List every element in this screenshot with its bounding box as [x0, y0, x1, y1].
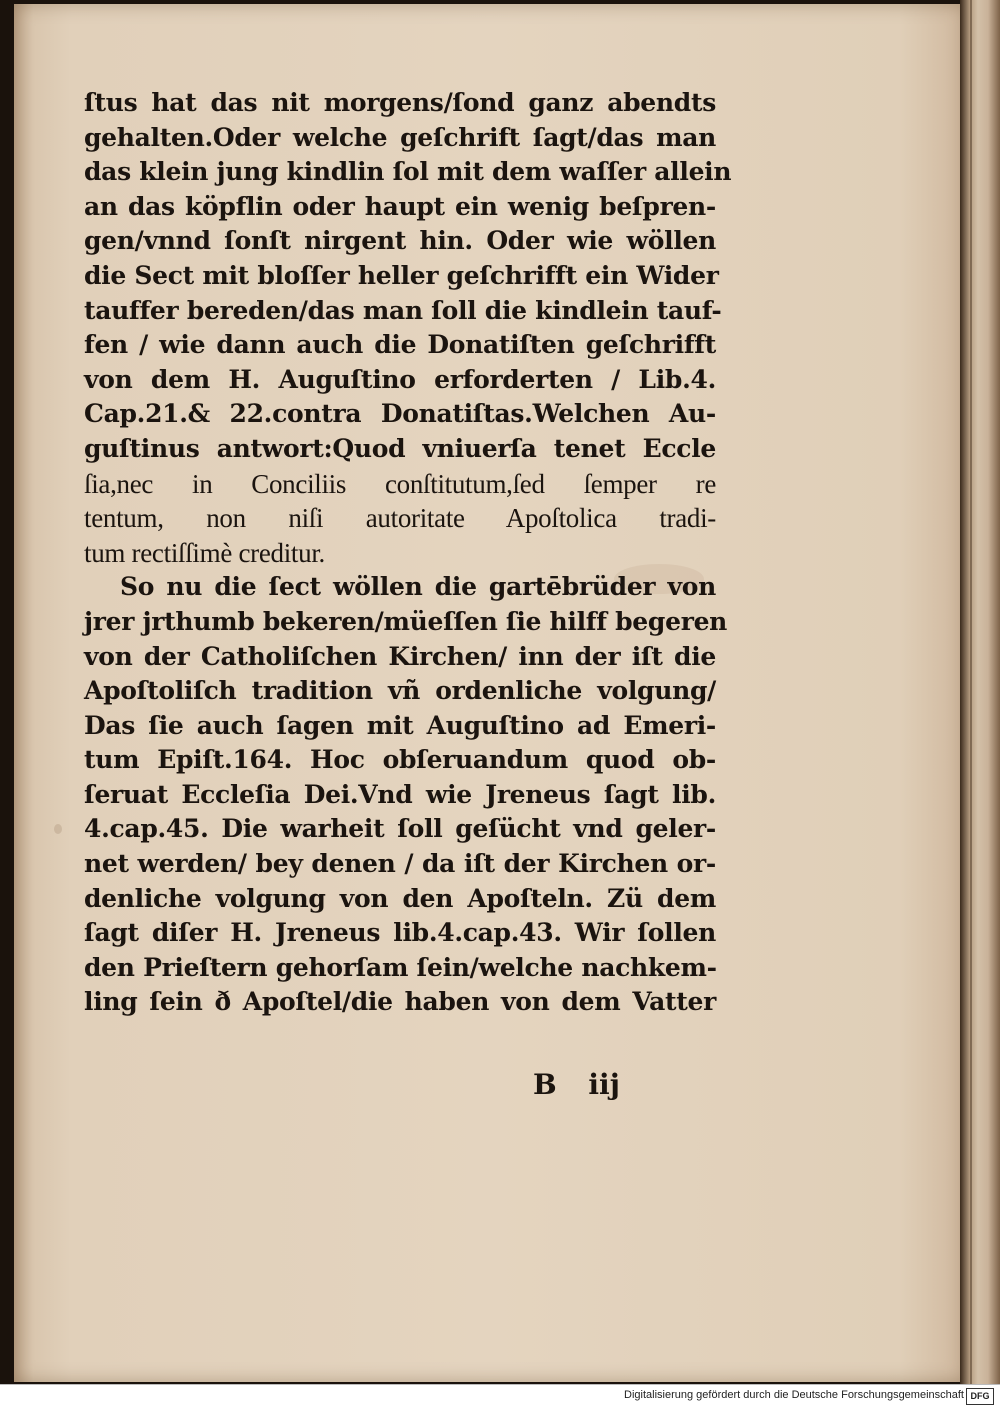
- text-line: fen / wie dann auch die Donatiſten geſchrifft: [84, 330, 716, 360]
- footer-bar: [0, 1384, 1000, 1407]
- text-line: ſtus hat das nit morgens/ſond ganz abendts: [84, 88, 716, 117]
- text-line: net werden/ bey denen / da iſt der Kirchen or-: [84, 849, 716, 879]
- text-line: 4.cap.45. Die warheit ſoll geſücht vnd geler-: [84, 814, 716, 844]
- text-line: gehalten.Oder welche geſchrift ſagt/das man: [84, 122, 716, 152]
- text-line: tum Epiſt.164. Hoc obſeruandum quod ob-: [84, 745, 716, 775]
- text-line: tentum, non niſi autoritate Apoſtolica tradi-: [84, 503, 716, 534]
- text-line: jrer jrthumb bekeren/müeſſen ſie hilff begeren: [84, 606, 728, 636]
- text-line: ſeruat Eccleſia Dei.Vnd wie Jreneus ſagt lib.: [84, 779, 716, 809]
- text-block: [84, 86, 732, 1020]
- page-edge: [960, 0, 1000, 1384]
- text-line: tum rectiſſimè creditur.: [84, 537, 325, 568]
- text-line: ſia,nec in Conciliis conſtitutum,ſed ſemper re: [84, 468, 716, 499]
- text-line: den Prieſtern gehorſam ſein/welche nachkem-: [84, 952, 717, 982]
- text-line: das klein jung kindlin ſol mit dem waſſer allein: [84, 157, 732, 187]
- text-line: von der Catholiſchen Kirchen/ inn der iſt die: [84, 641, 716, 671]
- text-line: Das ſie auch ſagen mit Auguſtino ad Emeri-: [84, 710, 716, 740]
- text-line: die Sect mit bloſſer heller geſchrifft ein Wider: [84, 260, 719, 290]
- text-line: tauffer bereden/das man ſoll die kindlein tauf-: [84, 295, 722, 325]
- text-line: ling ſein ð Apoſtel/die haben von dem Vatter: [84, 987, 716, 1017]
- text-line: Cap.21.& 22.contra Donatiſtas.Welchen Au-: [84, 399, 716, 429]
- text-line: Apoſtoliſch tradition vñ ordenliche volgung/: [84, 676, 716, 706]
- text-line: an das köpflin oder haupt ein wenig beſpren-: [84, 191, 716, 221]
- text-line: von dem H. Auguſtino erforderten / Lib.4.: [84, 364, 716, 394]
- text-line: denliche volgung von den Apoſteln. Zü dem: [84, 883, 716, 913]
- text-line: guſtinus antwort:Quod vniuerſa tenet Eccle: [84, 433, 716, 463]
- funding-credit: Digitalisierung gefördert durch die Deutsche Forschungsgemeinschaft: [624, 1389, 964, 1401]
- signature-mark: B iij: [533, 1068, 620, 1101]
- text-line: ſagt diſer H. Jreneus lib.4.cap.43. Wir ſollen: [84, 918, 716, 948]
- text-line: So nu die ſect wöllen die gartēbrüder von: [120, 572, 716, 602]
- dfg-logo: DFG: [966, 1388, 994, 1405]
- text-line: gen/vnnd ſonſt nirgent hin. Oder wie wöllen: [84, 226, 716, 256]
